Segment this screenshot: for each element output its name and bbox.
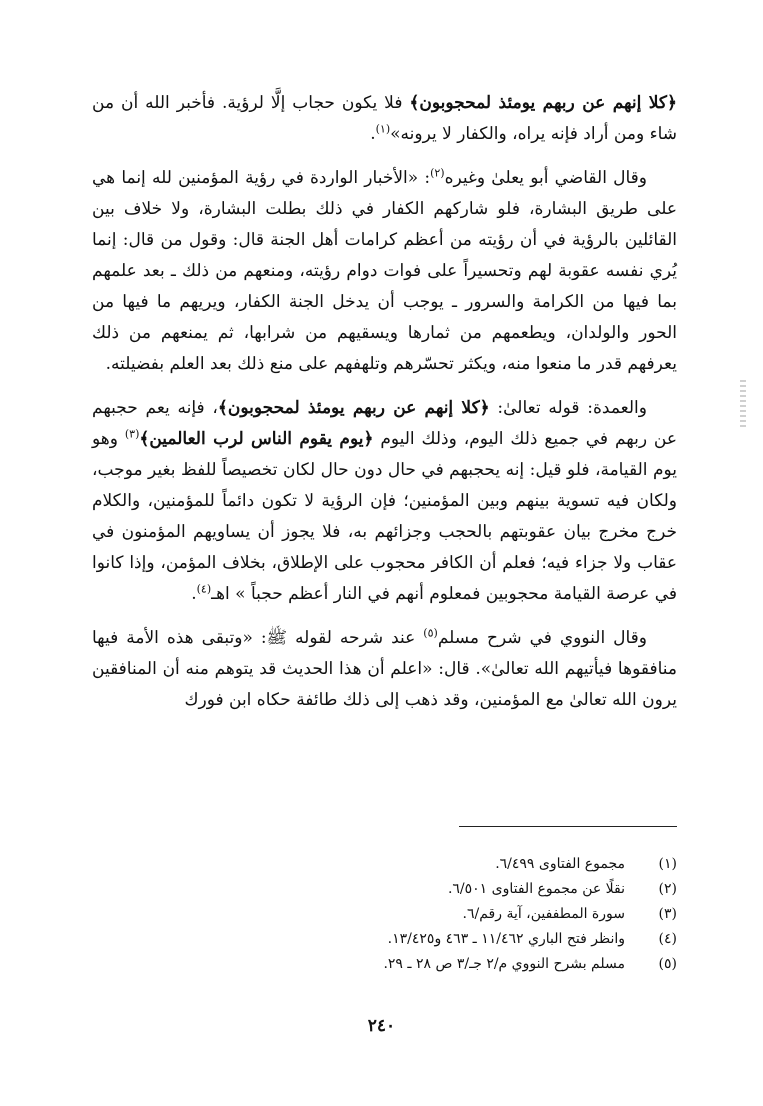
footnote-text: نقلًا عن مجموع الفتاوى ٦/٥٠١. [447, 881, 625, 897]
footnote-number: (٥) [658, 956, 677, 972]
text-segment: والعمدة: قوله تعالىٰ: [489, 398, 647, 418]
footnote [237, 852, 677, 877]
footnote-reference: (٢) [430, 166, 445, 180]
text-segment: . [370, 124, 376, 144]
footnote [237, 877, 677, 902]
footnotes [237, 852, 677, 977]
footnote-divider [459, 826, 677, 827]
paragraph [92, 623, 677, 716]
text-segment: . [191, 584, 197, 604]
page-number: ٢٤٠ [367, 1016, 396, 1036]
text-segment: عند شرحه لقوله ﷺ: «وتبقى هذه الأمة فيها منافقوها فيأتيهم الله تعالىٰ». قال: «اعلم أن هذا الحديث قد يتوهم منه أن المنافقين يرون الله تعالىٰ مع المؤمنين، وقد ذهب إلى ذلك طائفة حكاه ابن فورك [92, 628, 677, 710]
footnote-reference: (٣) [124, 427, 140, 441]
footnote-number: (١) [658, 856, 677, 872]
text-segment: ، فإنه يعم حجبهم عن ربهم في جميع ذلك اليوم، وذلك اليوم [92, 398, 677, 449]
footnote [237, 902, 677, 927]
footnote-text: مجموع الفتاوى ٦/٤٩٩. [495, 856, 625, 872]
footnote-reference: (١) [375, 122, 391, 136]
main-text [92, 88, 677, 729]
footnote-number: (٣) [658, 906, 677, 922]
quran-verse: ﴿يوم يقوم الناس لرب العالمين﴾ [139, 429, 374, 449]
scan-artifact [740, 380, 746, 430]
footnote-reference: (٤) [196, 582, 212, 596]
text-segment: : «الأخبار الواردة في رؤية المؤمنين لله إنما هي على طريق البشارة، فلو شاركهم الكفار في ذلك بطلت البشارة، ولا خلاف بين القائلين بالرؤية في أن رؤيته من أعظم كرامات أهل الجنة قال: وقول من قال: إنما يُري نفسه عقوبة لهم وتحسيراً على فوات دوام رؤيته، ومنعهم من ذلك ـ بعد علمهم بما فيها من الكرامة والسرور ـ يوجب أن يدخل الجنة الكفار، ويريهم ما فيها من الحور والولدان، ويطعمهم من ثمارها ويسقيهم من شرابها، ثم يمنعهم من ذلك يعرفهم قدر ما منعوا منه، ويكثر تحسّرهم وتلهفهم على منع ذلك بعد العلم بفضيلته. [92, 168, 677, 374]
text-segment: وهو يوم القيامة، فلو قيل: إنه يحجبهم في حال دون حال لكان تخصيصاً للفظ بغير موجب، ولكان فيه تسوية بينهم وبين المؤمنين؛ فإن الرؤية لا تكون دائماً للمؤمنين، والكلام خرج مخرج بيان عقوبتهم بالحجب وجزائهم به، فلا يجوز أن يساويهم المؤمنون في عقاب ولا جزاء فيه؛ فعلم أن الكافر محجوب على الإطلاق، بخلاف المؤمن، وإذا كانوا في عرصة القيامة محجوبين فمعلوم أنهم في النار أعظم حجباً » اهـ [92, 429, 677, 604]
footnote [237, 927, 677, 952]
footnote-number: (٢) [658, 881, 677, 897]
text-segment: وقال النووي في شرح مسلم [437, 628, 648, 648]
footnote-number: (٤) [658, 931, 677, 947]
footnote-reference: (٥) [423, 626, 438, 640]
footnote-text: وانظر فتح الباري ١١/٤٦٢ ـ ٤٦٣ و١٣/٤٢٥. [387, 931, 625, 947]
text-segment: وقال القاضي أبو يعلىٰ وغيره [444, 168, 647, 188]
quran-verse: ﴿كلا إنهم عن ربهم يومئذ لمحجوبون﴾ [217, 398, 490, 418]
paragraph [92, 393, 677, 610]
footnote [237, 952, 677, 977]
paragraph [92, 163, 677, 380]
footnote-text: مسلم بشرح النووي م/٢ جـ/٣ ص ٢٨ ـ ٢٩. [383, 956, 625, 972]
text-segment: فلا يكون حجاب إلَّا لرؤية. فأخبر الله أن من شاء ومن أراد فإنه يراه، والكفار لا يرونه» [92, 93, 677, 144]
paragraph [92, 88, 677, 150]
quran-verse: ﴿كلا إنهم عن ربهم يومئذ لمحجوبون﴾ [409, 93, 677, 113]
footnote-text: سورة المطففين، آية رقم/٦. [462, 906, 625, 922]
